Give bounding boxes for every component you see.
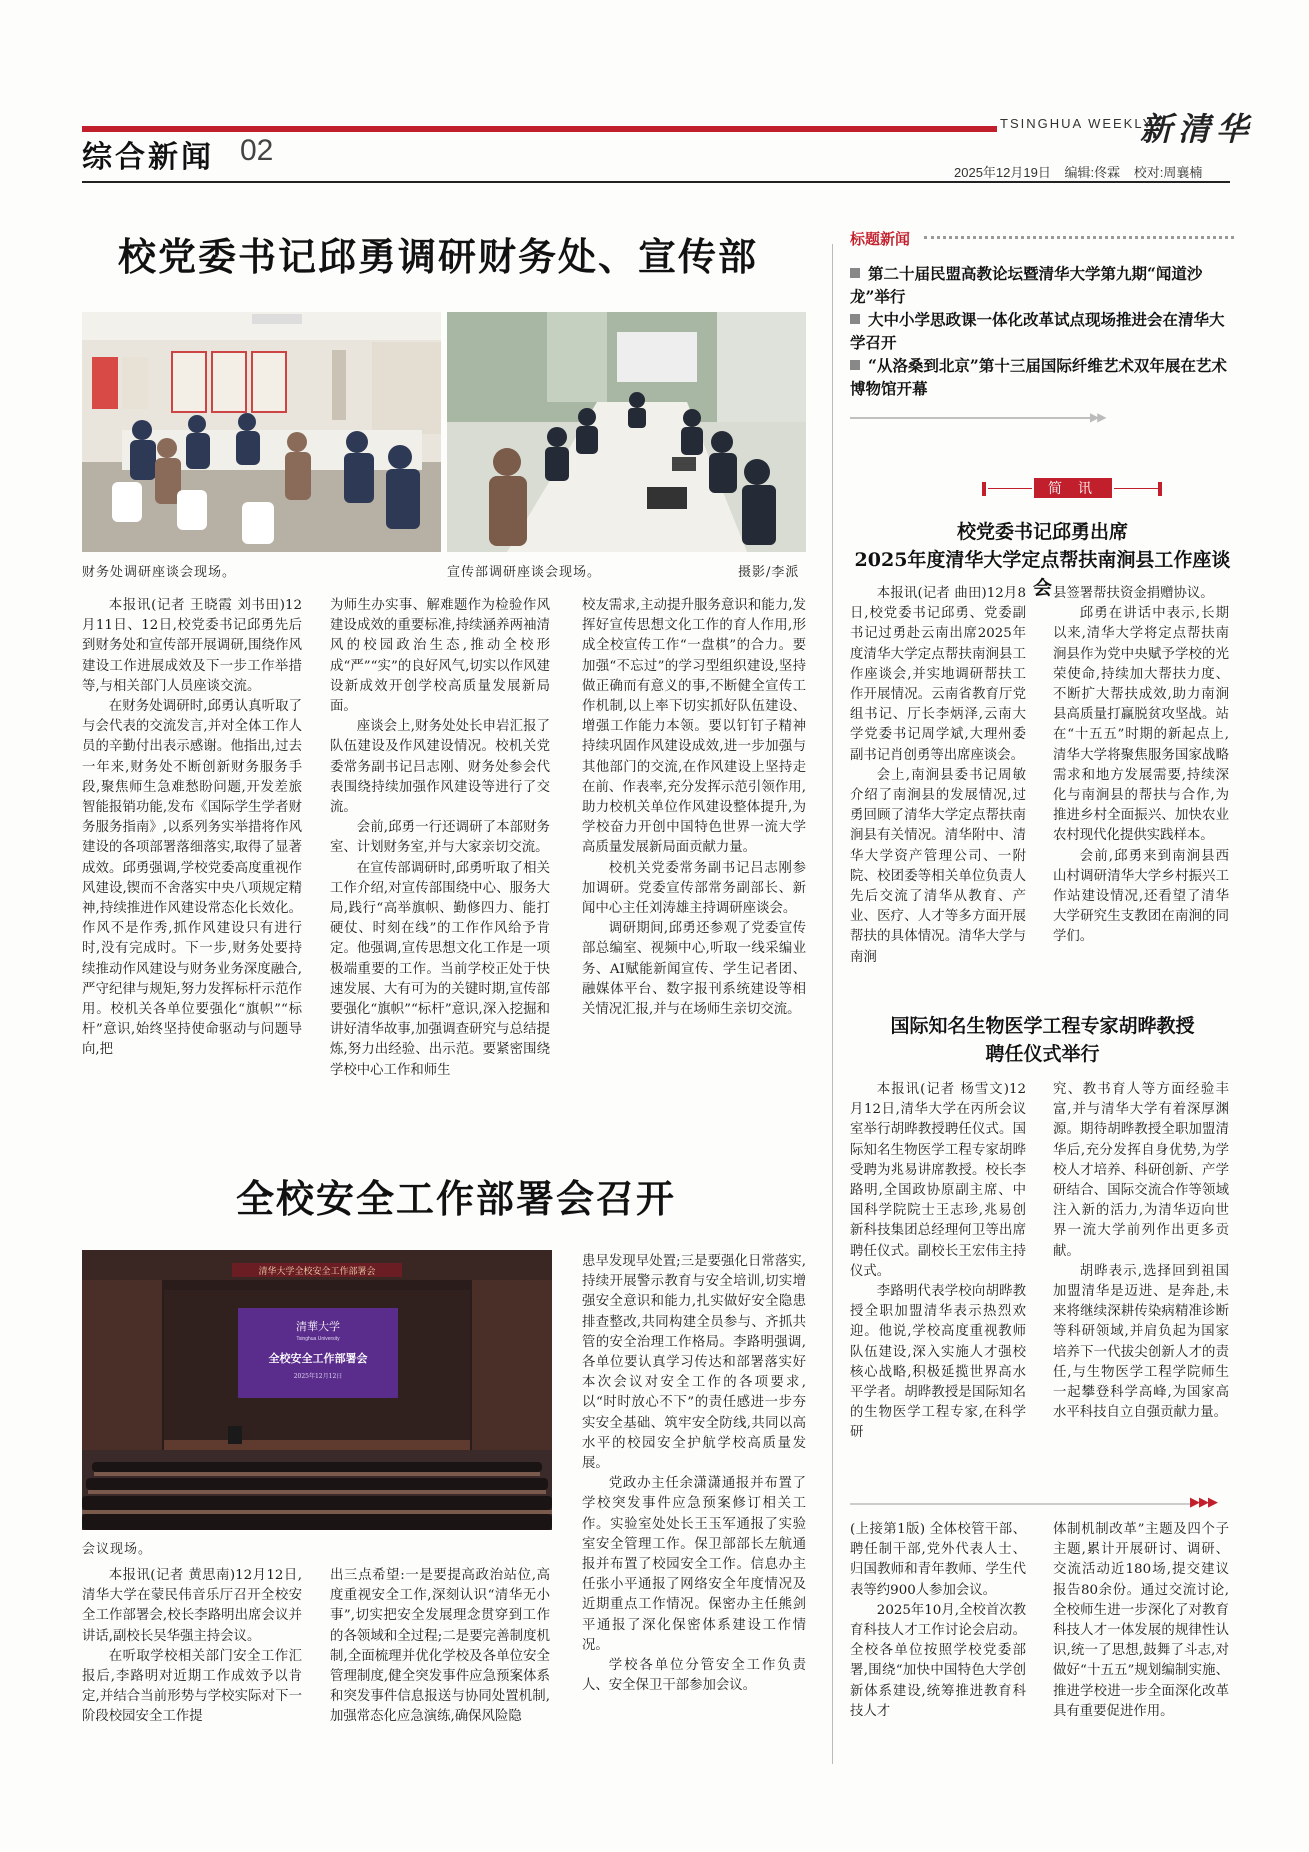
banner-text: 清华大学全校安全工作部署会 xyxy=(258,1267,376,1277)
paragraph: 校机关党委常务副书记吕志刚参加调研。党委宣传部常务副部长、新闻中心主任刘涛雄主持调研座谈会。 xyxy=(582,860,806,917)
paragraph: 在财务处调研时,邱勇认真听取了与会代表的交流发言,并对全体工作人员的辛勤付出表示感谢。他指出,过去一年来,财务处不断创新财务服务手段,聚焦师生急难愁盼问题,开发差旅智能报销功能,发布《国际学生学者财务服务指南》,以系列务实举措将作风建设的各项部署落细落实,取得了显著成效。邱勇强调,学校党委高度重视作风建设,锲而不舍落实中央八项规定精神,持续推进作风建设常态化长效化。作风不是作秀,抓作风建设只有进行时,没有完成时。下一步,财务处要持续推动作风建设与财务业务深度融合,严守纪律与规矩,努力发挥标杆示范作用。校机关各单位要强化“旗帜”“标杆”意识,始终坚持使命驱动与问题导向,把 xyxy=(82,699,302,1058)
paragraph: 党政办主任余潇潇通报并布置了学校突发事件应急预案修订相关工作。实验室处处长王玉军通报了实验室安全管理工作。保卫部部长左航通报并布置了校园安全工作。信息办主任张小平通报了网络安全年度情况及近期重点工作情况。保密办主任熊剑平通报了深化保密体系建设工作情况。 xyxy=(582,1476,806,1653)
paragraph: 2025年10月,全校首次教育科技人才工作讨论会启动。全校各单位按照学校党委部署,围绕“加快中国特色大学创新体系建设,统筹推进教育科技人才 xyxy=(850,1602,1026,1719)
article4-end-rule xyxy=(850,1503,1190,1505)
page-number: 02 xyxy=(240,134,274,167)
headlines-dotted-rule xyxy=(924,236,1234,239)
brief-badge: 简 讯 xyxy=(1034,478,1112,498)
paragraph: (上接第1版) 全体校管干部、聘任制干部,党外代表人士、归国教师和青年教师、学生代表等约900人参加会议。 xyxy=(850,1522,1026,1598)
brief-mark-right xyxy=(1158,482,1162,496)
section-title: 综合新闻 xyxy=(82,140,214,175)
article1-photo-credit: 摄影/李派 xyxy=(738,565,800,580)
headlines-label: 标题新闻 xyxy=(850,231,911,248)
article5-column-1 xyxy=(850,1520,1026,1740)
paragraph: 本报讯(记者 王晓霞 刘书田)12月11日、12日,校党委书记邱勇先后到财务处和宣传部开展调研,围绕作风建设工作进展成效及下一步工作举措等,与相关部门人员座谈交流。 xyxy=(82,598,302,694)
article2-caption: 会议现场。 xyxy=(82,1542,153,1557)
paragraph: 本报讯(记者 杨雪文)12月12日,清华大学在丙所会议室举行胡晔教授聘任仪式。国际知名生物医学工程专家胡晔受聘为兆易讲席教授。校长李路明,全国政协原副主席、中国科学院院士王志珍,兆易创新科技集团总经理何卫等出席聘任仪式。副校长王宏伟主持仪式。 xyxy=(850,1082,1026,1279)
article4-title xyxy=(850,1012,1235,1068)
article2-column-right xyxy=(582,1252,806,1732)
paragraph: 李路明代表学校向胡晔教授全职加盟清华表示热烈欢迎。他说,学校高度重视教师队伍建设,深入实施人才强校核心战略,积极延揽世界高水平学者。胡晔教授是国际知名的生物医学工程专家,在科学研 xyxy=(850,1284,1026,1441)
headline-item[interactable]: 第二十届民盟高教论坛暨清华大学第九期“闻道沙龙”举行 xyxy=(850,264,1203,306)
column-separator xyxy=(832,244,833,1764)
header-rule xyxy=(82,181,1230,183)
paragraph: 在听取学校相关部门安全工作汇报后,李路明对近期工作成效予以肯定,并结合当前形势与学校实际对下一阶段校园安全工作提 xyxy=(82,1648,302,1725)
article2-photo xyxy=(82,1250,552,1530)
article2-column-left xyxy=(82,1566,302,1736)
brief-rule-right xyxy=(1114,488,1158,489)
article1-photo-left xyxy=(82,312,441,552)
article3-title-line2: 2025年度清华大学定点帮扶南涧县工作座谈会 xyxy=(854,549,1231,599)
article3-title-line1: 校党委书记邱勇出席 xyxy=(956,521,1128,543)
article3-column-1 xyxy=(850,584,1026,996)
proof-credit: 校对:周襄楠 xyxy=(1133,165,1203,180)
paragraph: 会上,南涧县委书记周敏介绍了南涧县的发展情况,过勇回顾了清华大学定点帮扶南涧县有关情况。清华附中、清华大学资产管理公司、一附院、校团委等相关单位负责人先后交流了清华从教育、产业、医疗、人才等多方面开展帮扶的具体情况。清华大学与南涧 xyxy=(850,767,1026,965)
square-bullet-icon xyxy=(850,268,860,278)
brief-mark-left xyxy=(982,482,986,496)
article4-column-2 xyxy=(1053,1080,1229,1500)
paragraph: 校友需求,主动提升服务意识和能力,发挥好宣传思想文化工作的育人作用,形成全校宣传工作“一盘棋”的合力。要加强“不忘过”的学习型组织建设,坚持做正确而有意义的事,不断健全宣传工作机制,以上率下切实抓好队伍建设、增强工作能力本领。要以钉钉子精神持续巩固作风建设成效,进一步加强与其他部门的交流,在作风建设上坚持走在前、作表率,充分发挥示范引领作用,助力校机关单位作风建设整体提升,为学校奋力开创中国特色世界一流大学高质量发展新局面贡献力量。 xyxy=(582,598,806,856)
article4-title-line1: 国际知名生物医学工程专家胡晔教授 xyxy=(890,1015,1195,1037)
square-bullet-icon xyxy=(850,360,860,370)
article1-caption-left: 财务处调研座谈会现场。 xyxy=(82,565,237,580)
article1-photo-right xyxy=(447,312,806,552)
arrow-tips-icon: ▶▶ xyxy=(1090,410,1105,424)
paragraph: 患早发现早处置;三是要强化日常落实,持续开展警示教育与安全培训,切实增强安全意识和能力,扎实做好安全隐患排查整改,共同构建全员参与、齐抓共管的安全治理工作格局。李路明强调,各单位要认真学习传达和部署落实好本次会议对安全工作的各项要求,以“时时放心不下”的责任感进一步夯实安全基础、筑牢安全防线,共同以高水平的校园安全护航学校高质量发展。 xyxy=(582,1254,806,1472)
brief-rule-left xyxy=(988,488,1032,489)
paragraph: 在宣传部调研时,邱勇听取了相关工作介绍,对宣传部围绕中心、服务大局,践行“高举旗帜、勤修四力、能打硬仗、时刻在线”的工作作风给予肯定。他强调,宣传思想文化工作是一项极端重要的工作。当前学校正处于快速发展、大有可为的关键时期,宣传部要强化“旗帜”“标杆”意识,深入挖掘和讲好清华故事,加强调查研究与总结提炼,努力出经验、出示范。要紧密围绕学校中心工作和师生 xyxy=(330,860,550,1078)
screen-date: 2025年12月12日 xyxy=(293,1373,343,1380)
paragraph: 为师生办实事、解难题作为检验作风建设成效的重要标准,持续涵养两袖清风的校园政治生态,推动全校形成“严”“实”的良好风气,切实以作风建设新成效开创学校高质量发展新局面。 xyxy=(330,598,550,715)
screen-university-en: Tsinghua University xyxy=(296,1336,340,1342)
article1-title: 校党委书记邱勇调研财务处、宣传部 xyxy=(118,234,759,279)
paragraph: 本报讯(记者 曲田)12月8日,校党委书记邱勇、党委副书记过勇赴云南出席2025年度清华大学定点帮扶南涧县工作座谈会,并实地调研帮扶工作开展情况。云南省教育厅党组书记、厅长李炳泽,云南大学党委书记周学斌,大理州委副书记肖创勇等出席座谈会。 xyxy=(850,586,1026,763)
paragraph: 会前,邱勇来到南涧县西山村调研清华大学乡村振兴工作站建设情况,还看望了清华大学研究生支教团在南涧的同学们。 xyxy=(1053,848,1229,945)
paragraph: 会前,邱勇一行还调研了本部财务室、计划财务室,并与大家亲切交流。 xyxy=(330,820,550,856)
square-bullet-icon xyxy=(850,314,860,324)
article1-caption-right: 宣传部调研座谈会现场。 xyxy=(447,565,602,580)
paragraph: 调研期间,邱勇还参观了党委宣传部总编室、视频中心,听取一线采编业务、AI赋能新闻宣传、学生记者团、融媒体平台、数字报刊系统建设等相关情况汇报,并与在场师生亲切交流。 xyxy=(582,921,806,1018)
article2-column-mid xyxy=(330,1566,550,1736)
issue-date: 2025年12月19日 xyxy=(954,165,1051,180)
masthead-weekly: TSINGHUA WEEKLY xyxy=(1000,116,1154,131)
masthead-logo: 新清华 xyxy=(1140,110,1255,148)
screen-title: 全校安全工作部署会 xyxy=(268,1352,368,1365)
editor-credit: 编辑:佟霖 xyxy=(1064,165,1121,180)
paragraph: 胡晔表示,选择回到祖国加盟清华是迈进、是奔赴,未来将继续深耕传染病精准诊断等科研领域,并肩负起为国家培养下一代拔尖创新人才的责任,与生物医学工程学院师生一起攀登科学高峰,为国家高水平科技自立自强贡献力量。 xyxy=(1053,1263,1229,1421)
paragraph: 县签署帮扶资金捐赠协议。 xyxy=(1053,586,1214,601)
paragraph: 学校各单位分管安全工作负责人、安全保卫干部参加会议。 xyxy=(582,1658,806,1694)
paragraph: 座谈会上,财务处处长申岩汇报了队伍建设及作风建设情况。校机关党委常务副书记吕志刚、财务处参会代表围绕持续加强作风建设等进行了交流。 xyxy=(330,719,550,816)
issue-meta xyxy=(954,162,1212,181)
article3-column-2 xyxy=(1053,584,1229,996)
red-arrow-tips-icon: ▶▶▶ xyxy=(1190,1495,1217,1510)
headlines-end-rule xyxy=(850,417,1090,419)
meeting-table-illustration xyxy=(447,312,806,552)
paragraph: 体制机制改革”主题及四个子主题,累计开展研讨、调研、交流活动近180场,提交建议报告80余份。通过交流讨论,全校师生进一步深化了对教育科技人才一体发展的规律性认识,统一了思想,鼓舞了斗志,对做好“十五五”规划编制实施、推进学校进一步全面深化改革具有重要促进作用。 xyxy=(1053,1522,1229,1719)
headline-item[interactable]: 大中小学思政课一体化改革试点现场推进会在清华大学召开 xyxy=(850,310,1225,352)
article2-title: 全校安全工作部署会召开 xyxy=(236,1176,677,1221)
headline-item[interactable]: “从洛桑到北京”第十三届国际纤维艺术双年展在艺术博物馆开幕 xyxy=(850,356,1227,398)
paragraph: 出三点希望:一是要提高政治站位,高度重视安全工作,深刻认识“清华无小事”,切实把安全发展理念贯穿到工作的各领域和全过程;二是要完善制度机制,全面梳理并优化学校及各单位安全管理制度,健全突发事件应急预案体系和突发事件信息报送与协同处置机制,加强常态化应急演练,确保风险隐 xyxy=(330,1568,550,1725)
screen-university: 清華大学 xyxy=(296,1320,340,1333)
header-red-rule xyxy=(82,126,997,132)
article4-title-line2: 聘任仪式举行 xyxy=(985,1043,1100,1065)
meeting-room-illustration xyxy=(82,312,441,552)
paragraph: 邱勇在讲话中表示,长期以来,清华大学将定点帮扶南涧县作为党中央赋予学校的光荣使命,持续加大帮扶力度、不断扩大帮扶成效,助力南涧县高质量打赢脱贫攻坚战。站在“十五五”时期的新起点上,清华大学将聚焦服务国家战略需求和地方发展需要,持续深化与南涧县的帮扶与合作,为推进乡村全面振兴、加快农业农村现代化提供实践样本。 xyxy=(1053,606,1229,844)
article5-column-2 xyxy=(1053,1520,1229,1740)
article4-column-1 xyxy=(850,1080,1026,1500)
concert-hall-illustration xyxy=(82,1250,552,1530)
paragraph: 本报讯(记者 黄思南)12月12日,清华大学在蒙民伟音乐厅召开全校安全工作部署会,校长李路明出席会议并讲话,副校长吴华强主持会议。 xyxy=(82,1568,302,1644)
paragraph: 究、教书育人等方面经验丰富,并与清华大学有着深厚渊源。期待胡晔教授全职加盟清华后,充分发挥自身优势,为学校人才培养、科研创新、产学研结合、国际交流合作等领域注入新的活力,为清华迈向世界一流大学前列作出更多贡献。 xyxy=(1053,1082,1229,1259)
